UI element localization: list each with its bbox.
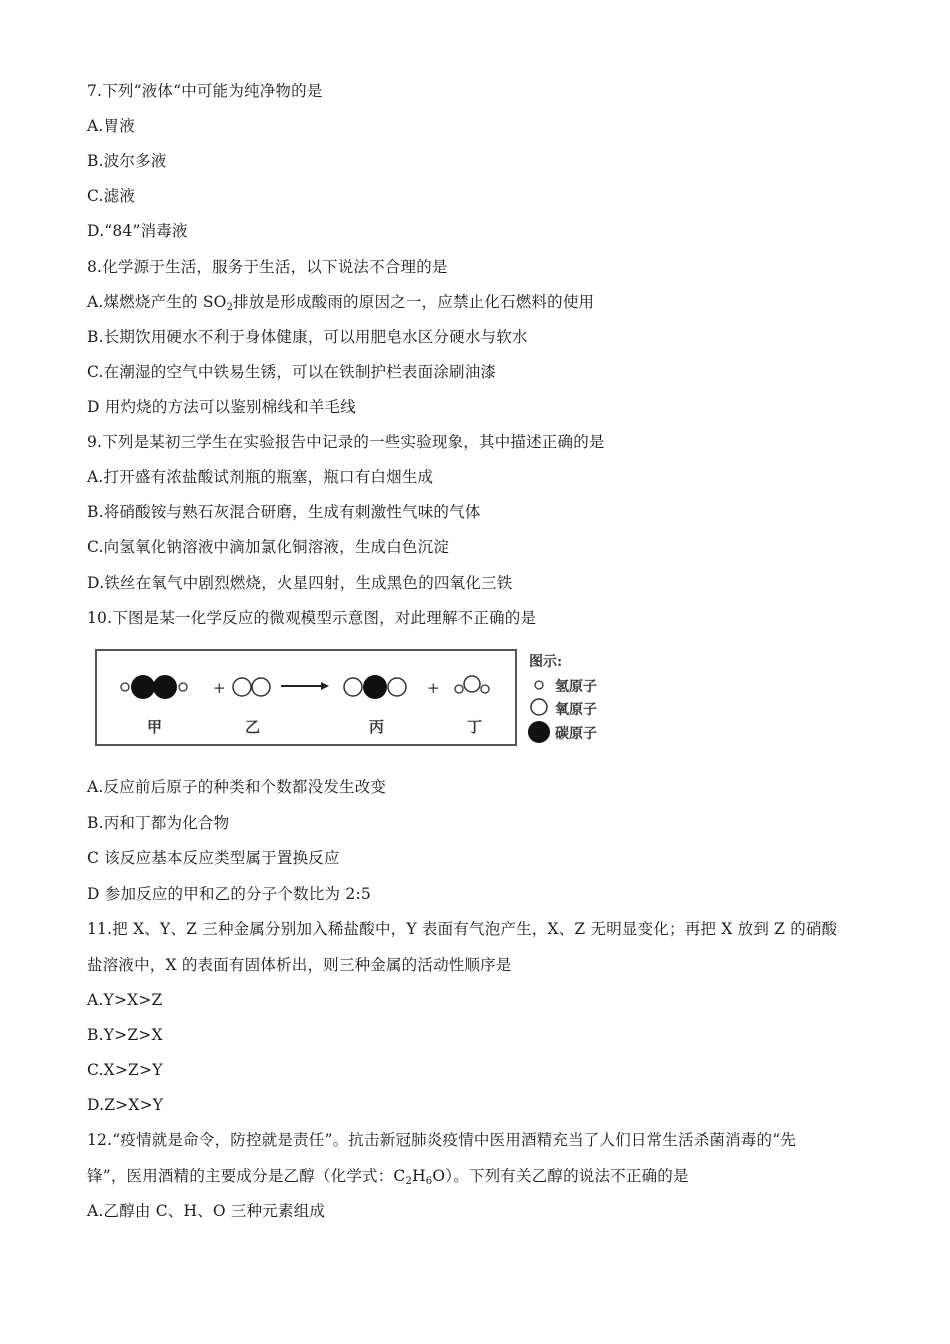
question-8-option-a	[87, 292, 594, 318]
hydrogen-atom	[121, 683, 129, 691]
oxygen-atom	[464, 676, 480, 692]
question-11-stem-line-1: 11.把 X、Y、Z 三种金属分别加入稀盐酸中，Y 表面有气泡产生，X、Z 无明显变化；再把 X 放到 Z 的硝酸	[87, 920, 838, 938]
question-12-stem-line-2-prefix: 锋”，医用酒精的主要成分是乙醇（化学式：C	[87, 1167, 406, 1185]
question-8-option-b: B.长期饮用硬水不利于身体健康，可以用肥皂水区分硬水与软水	[87, 328, 528, 346]
legend-title: 图示:	[529, 654, 563, 670]
hydrogen-atom	[455, 685, 463, 693]
formula-h: H	[412, 1167, 426, 1185]
question-9-option-d: D.铁丝在氧气中剧烈燃烧，火星四射，生成黑色的四氧化三铁	[87, 574, 513, 592]
molecule-bing	[344, 675, 406, 699]
question-8-option-a-prefix: A.煤燃烧产生的 SO	[87, 293, 227, 311]
question-12-stem-line-2	[87, 1166, 689, 1192]
plus-sign-1: +	[213, 679, 226, 697]
question-9-stem: 9.下列是某初三学生在实验报告中记录的一些实验现象，其中描述正确的是	[87, 433, 605, 451]
question-8-option-a-suffix: 排放是形成酸雨的原因之一，应禁止化石燃料的使用	[233, 293, 595, 311]
question-11-option-a: A.Y>X>Z	[87, 991, 163, 1009]
question-7-option-c: C.滤液	[87, 187, 136, 205]
question-10-option-d: D 参加反应的甲和乙的分子个数比为 2:5	[87, 885, 371, 903]
question-10-option-b: B.丙和丁都为化合物	[87, 814, 230, 832]
question-12-stem-line-2-suffix: O）。下列有关乙醇的说法不正确的是	[432, 1167, 689, 1185]
legend-carbon-label: 碳原子	[555, 726, 597, 742]
formula-subscript-6: 6	[425, 1176, 433, 1187]
question-9-option-b: B.将硝酸铵与熟石灰混合研磨，生成有刺激性气味的气体	[87, 503, 481, 521]
hydrogen-atom	[481, 685, 489, 693]
label-ding: 丁	[467, 718, 483, 736]
legend-carbon-symbol	[528, 721, 550, 743]
question-7-option-b: B.波尔多液	[87, 152, 167, 170]
reaction-model-diagram	[95, 642, 635, 754]
question-10-option-c: C 该反应基本反应类型属于置换反应	[87, 849, 340, 867]
legend-hydrogen-symbol	[535, 681, 543, 689]
oxygen-atom	[233, 678, 251, 696]
question-9-option-a: A.打开盛有浓盐酸试剂瓶的瓶塞，瓶口有白烟生成	[87, 468, 434, 486]
question-12-option-a: A.乙醇由 C、H、O 三种元素组成	[87, 1202, 326, 1220]
question-8-stem: 8.化学源于生活，服务于生活，以下说法不合理的是	[87, 258, 448, 276]
hydrogen-atom	[179, 683, 187, 691]
question-9-option-c: C.向氢氧化钠溶液中滴加氯化铜溶液，生成白色沉淀	[87, 538, 450, 556]
question-11-option-d: D.Z>X>Y	[87, 1096, 164, 1114]
question-8-option-c: C.在潮湿的空气中铁易生锈，可以在铁制护栏表面涂刷油漆	[87, 363, 497, 381]
legend-oxygen-label: 氧原子	[555, 702, 597, 718]
question-11-option-b: B.Y>Z>X	[87, 1026, 163, 1044]
oxygen-atom	[388, 678, 406, 696]
plus-sign-2: +	[427, 679, 440, 697]
legend	[528, 653, 597, 743]
carbon-atom	[363, 675, 387, 699]
label-jia: 甲	[147, 718, 163, 736]
legend-hydrogen-label: 氢原子	[555, 679, 597, 695]
question-11-stem-line-2: 盐溶液中，X 的表面有固体析出，则三种金属的活动性顺序是	[87, 956, 512, 974]
oxygen-atom	[344, 678, 362, 696]
question-10-stem: 10.下图是某一化学反应的微观模型示意图，对此理解不正确的是	[87, 609, 537, 627]
question-7-option-d: D.“84”消毒液	[87, 222, 188, 240]
question-7-option-a: A.胃液	[87, 117, 135, 135]
question-12-stem-line-1: 12.“疫情就是命令，防控就是责任”。抗击新冠肺炎疫情中医用酒精充当了人们日常生活杀菌消毒的“先	[87, 1131, 797, 1149]
carbon-atom	[153, 675, 177, 699]
question-8-option-d: D 用灼烧的方法可以鉴别棉线和羊毛线	[87, 398, 356, 416]
label-bing: 丙	[369, 718, 385, 736]
legend-oxygen-symbol	[531, 699, 547, 715]
so2-subscript: 2	[226, 302, 234, 313]
formula-subscript-2: 2	[405, 1176, 413, 1187]
question-11-option-c: C.X>Z>Y	[87, 1061, 163, 1079]
carbon-atom	[131, 675, 155, 699]
oxygen-atom	[252, 678, 270, 696]
label-yi: 乙	[245, 718, 261, 736]
question-7-stem: 7.下列“液体“中可能为纯净物的是	[87, 82, 323, 100]
reaction-model-figure	[95, 642, 635, 754]
question-10-option-a: A.反应前后原子的种类和个数都没发生改变	[87, 778, 387, 796]
